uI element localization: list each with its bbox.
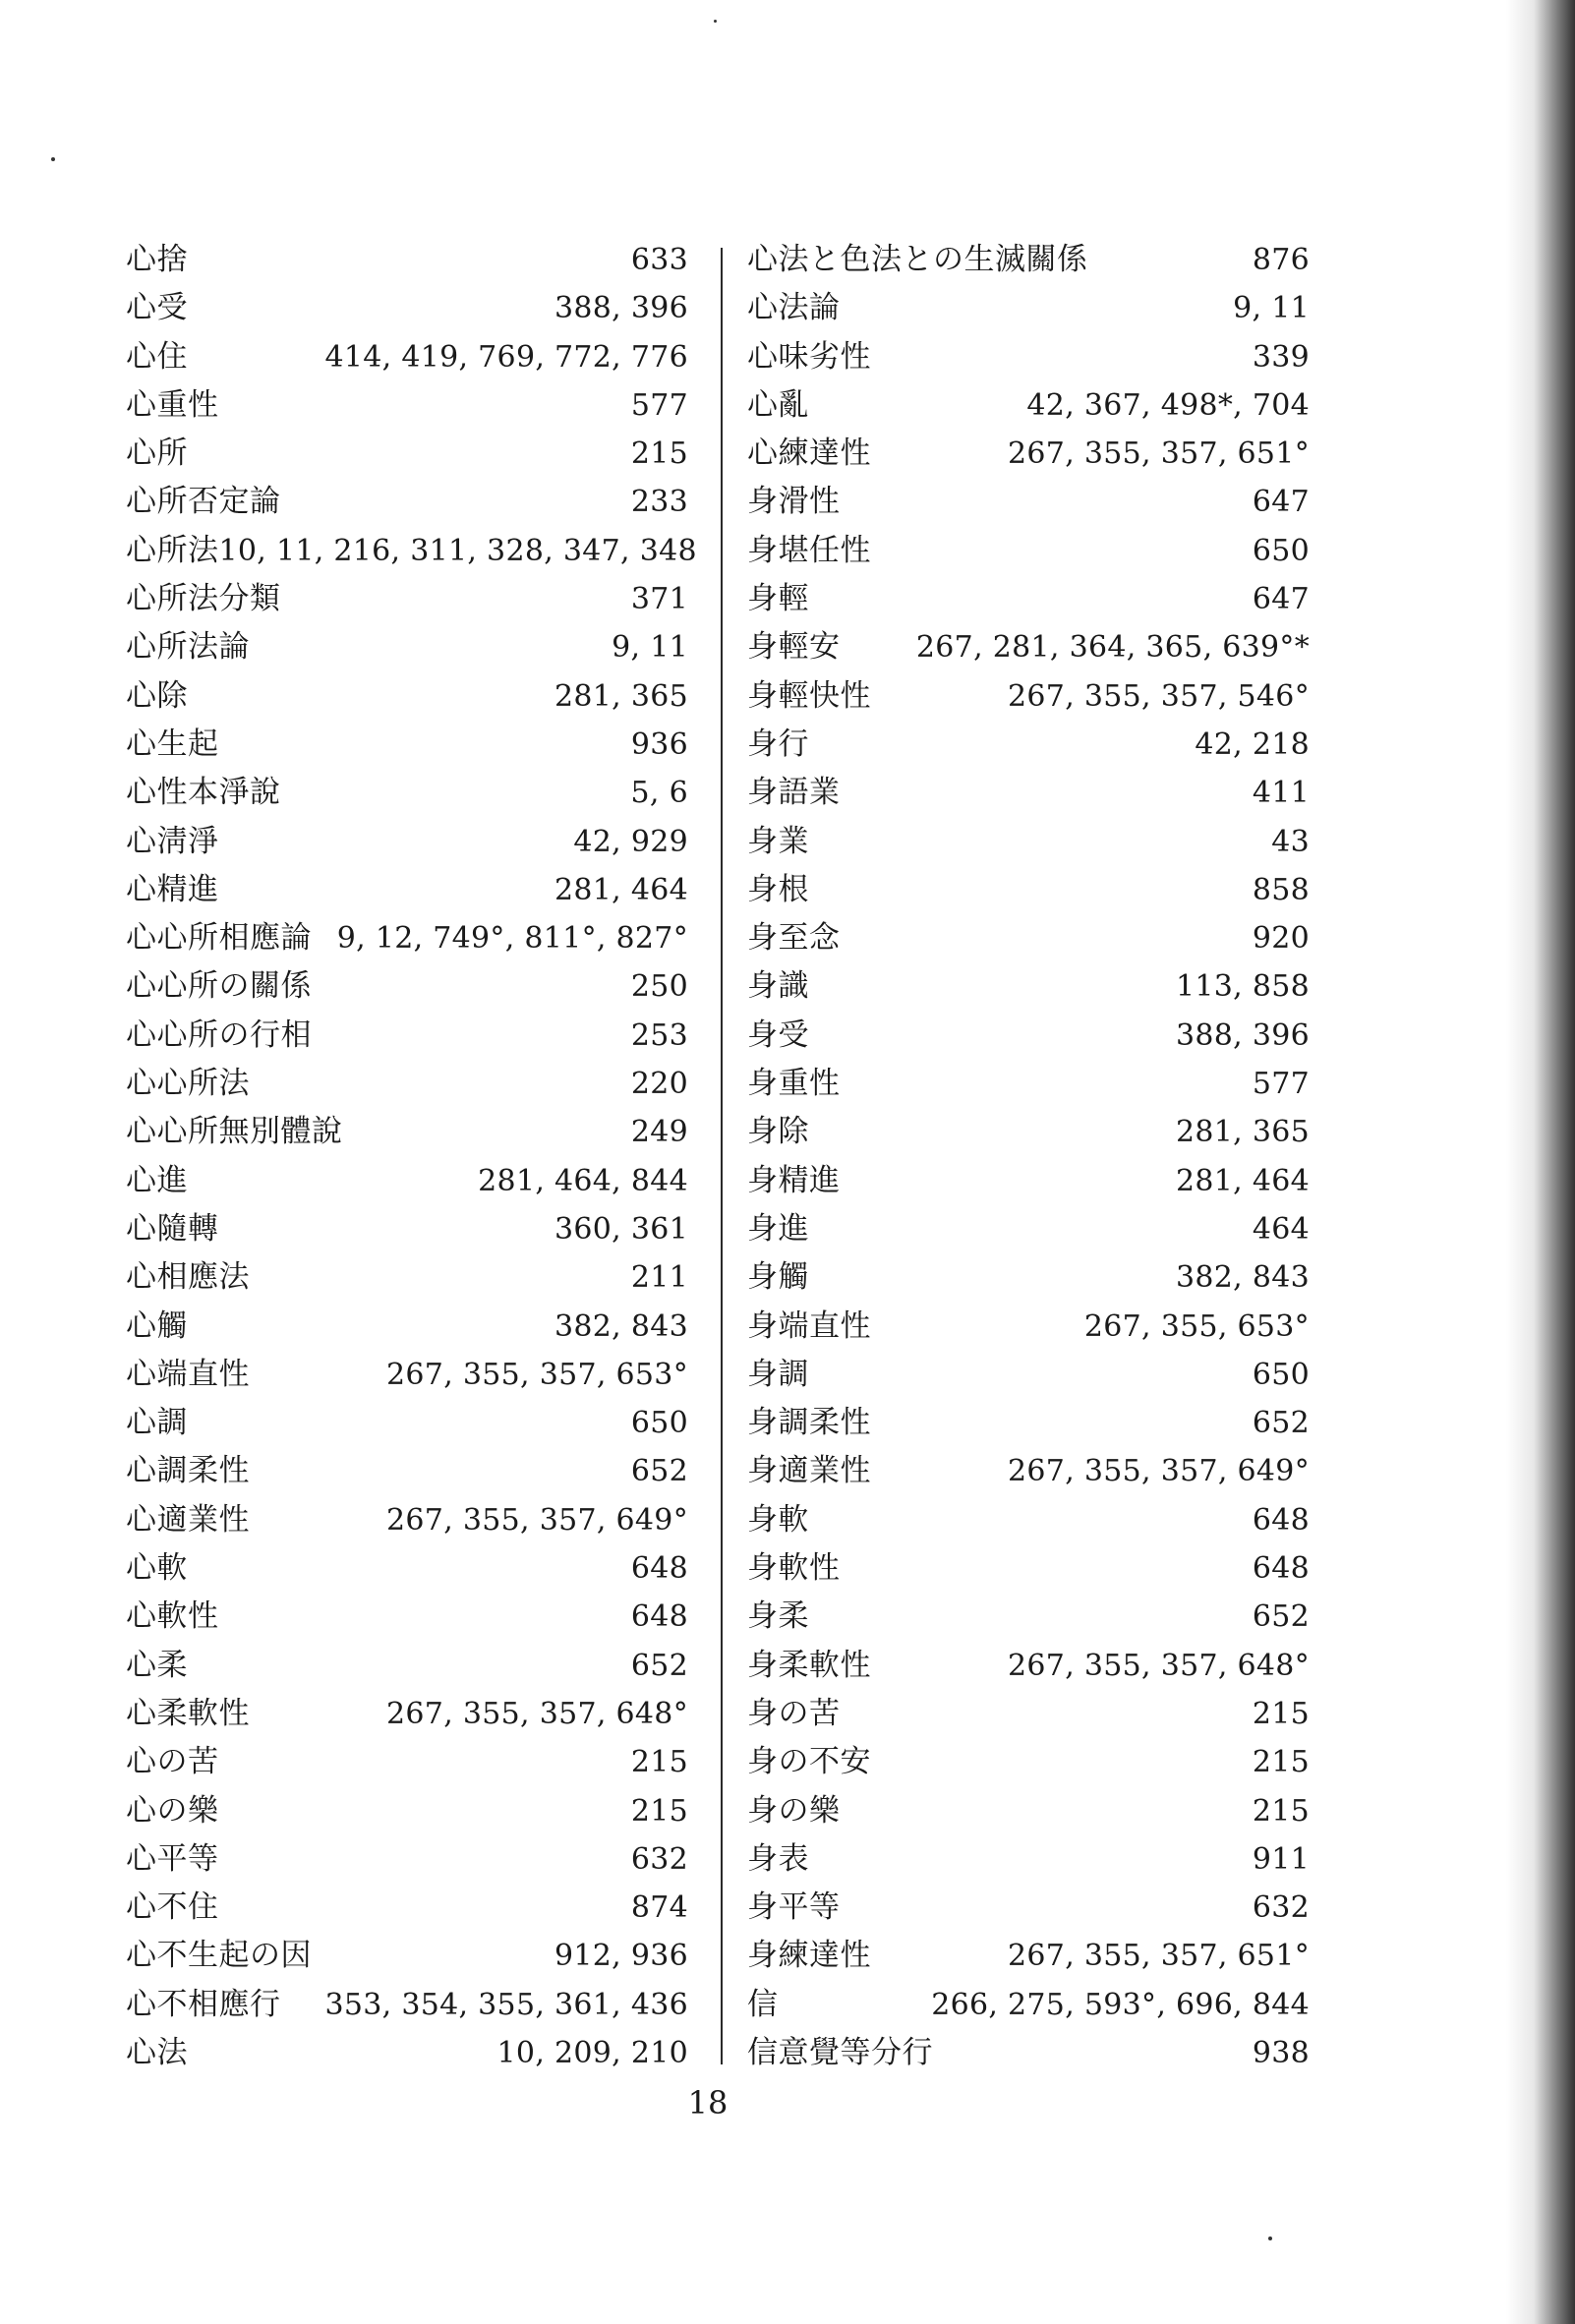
index-page-refs: 382, 843 (554, 1308, 688, 1344)
index-page-refs: 647 (1252, 582, 1310, 617)
index-entry (747, 527, 1310, 575)
index-entry (747, 284, 1310, 332)
index-term: 心の苦 (126, 1744, 219, 1780)
index-entry (126, 1738, 688, 1786)
index-entry (126, 1932, 688, 1980)
index-page-refs: 281, 464, 844 (478, 1163, 688, 1198)
index-term: 信 (747, 1986, 779, 2022)
index-term: 心柔 (126, 1647, 188, 1683)
index-term: 心調 (126, 1405, 188, 1441)
index-entry (747, 1787, 1310, 1835)
index-page-refs: 267, 355, 653° (1083, 1308, 1310, 1344)
index-entry (747, 430, 1310, 478)
index-term: 心所否定論 (126, 484, 281, 520)
index-term: 心軟性 (126, 1598, 219, 1635)
index-entry (747, 236, 1310, 284)
index-term: 心重性 (126, 386, 219, 423)
index-entry (126, 1012, 688, 1060)
index-page-refs: 267, 355, 357, 653° (386, 1357, 688, 1392)
index-page-refs: 652 (630, 1454, 688, 1489)
index-entry (126, 1351, 688, 1399)
index-entry (747, 1012, 1310, 1060)
index-page-refs: 215 (1252, 1745, 1310, 1780)
index-term: 心法と色法との生滅關係 (747, 242, 1088, 277)
index-term: 身柔軟性 (747, 1647, 871, 1683)
index-term: 身端直性 (747, 1307, 871, 1344)
index-term: 心隨轉 (126, 1210, 219, 1247)
index-term: 身滑性 (747, 484, 841, 520)
index-term: 身適業性 (747, 1453, 871, 1489)
index-term: 身除 (747, 1114, 809, 1150)
index-page-refs: 652 (1252, 1599, 1310, 1635)
index-page-refs: 249 (630, 1115, 688, 1150)
right-index-column (747, 236, 1310, 2077)
index-term: 身練達性 (747, 1938, 871, 1974)
index-page-refs: 650 (630, 1406, 688, 1441)
index-term: 心練達性 (747, 436, 871, 472)
index-page-refs: 267, 355, 357, 649° (1008, 1454, 1310, 1489)
index-entry (126, 430, 688, 478)
scanned-page-edge (1506, 0, 1575, 2324)
index-term: 心淸淨 (126, 823, 219, 859)
index-page-refs: 281, 464 (554, 872, 688, 907)
index-entry (747, 1060, 1310, 1108)
index-term: 心生起 (126, 726, 219, 762)
index-term: 心住 (126, 338, 188, 375)
index-term: 身堪任性 (747, 532, 871, 568)
index-page-refs: 10, 11, 216, 311, 328, 347, 348 (218, 533, 697, 568)
index-term: 身行 (747, 726, 809, 762)
index-entry (126, 623, 688, 671)
index-page-refs: 339 (1252, 339, 1310, 375)
index-page-refs: 633 (630, 243, 688, 277)
index-entry (747, 1593, 1310, 1641)
index-page-refs: 650 (1252, 533, 1310, 568)
index-term: 身至念 (747, 920, 841, 957)
index-entry (747, 1496, 1310, 1544)
index-page-refs: 648 (630, 1599, 688, 1635)
index-entry (126, 769, 688, 817)
index-term: 心調柔性 (126, 1453, 250, 1489)
index-page-refs: 266, 275, 593°, 696, 844 (931, 1987, 1310, 2022)
index-term: 身軟性 (747, 1550, 841, 1587)
index-term: 身語業 (747, 775, 841, 811)
index-term: 身觸 (747, 1259, 809, 1296)
index-term: 身重性 (747, 1066, 841, 1102)
index-entry (126, 672, 688, 721)
index-term: 心法 (126, 2034, 188, 2070)
index-page-refs: 360, 361 (554, 1211, 688, 1247)
index-term: 身進 (747, 1210, 809, 1247)
index-entry (126, 1981, 688, 2029)
index-page-refs: 267, 355, 357, 546° (1008, 678, 1310, 714)
index-term: 心心所法 (126, 1066, 250, 1102)
index-entry (126, 866, 688, 914)
index-entry (747, 769, 1310, 817)
index-entry (747, 1205, 1310, 1253)
index-term: 心心所相應論 (126, 920, 312, 957)
index-entry (126, 1060, 688, 1108)
index-entry (126, 1544, 688, 1593)
index-term: 心端直性 (126, 1356, 250, 1392)
index-entry (126, 1787, 688, 1835)
index-page-refs: 9, 11 (1233, 291, 1310, 326)
index-entry (126, 721, 688, 769)
left-index-column (126, 236, 697, 2077)
index-page-refs: 648 (630, 1551, 688, 1587)
index-term: 信意覺等分行 (747, 2034, 933, 2070)
index-page-refs: 411 (1252, 776, 1310, 811)
index-page-refs: 220 (630, 1067, 688, 1102)
index-page-refs: 353, 354, 355, 361, 436 (324, 1987, 688, 2022)
index-page-refs: 912, 936 (554, 1939, 688, 1974)
index-entry (747, 866, 1310, 914)
index-term: 心心所の關係 (126, 968, 312, 1005)
index-term: 身調柔性 (747, 1405, 871, 1441)
index-page-refs: 9, 12, 749°, 811°, 827° (336, 921, 688, 957)
index-entry (126, 1447, 688, 1495)
index-page-refs: 215 (630, 436, 688, 472)
index-page-refs: 215 (630, 1793, 688, 1829)
index-page-refs: 464 (1252, 1211, 1310, 1247)
index-entry (747, 1981, 1310, 2029)
index-entry (126, 962, 688, 1011)
index-term: 心除 (126, 677, 188, 714)
index-page-refs: 936 (630, 726, 688, 762)
index-page-refs: 5, 6 (630, 776, 688, 811)
index-term: 心不相應行 (126, 1986, 281, 2022)
index-page-refs: 42, 218 (1195, 726, 1310, 762)
index-term: 身表 (747, 1840, 809, 1877)
index-entry (126, 818, 688, 866)
index-entry (747, 1253, 1310, 1302)
index-term: 身の苦 (747, 1695, 841, 1731)
index-page-refs: 215 (1252, 1696, 1310, 1731)
index-page-refs: 267, 355, 357, 649° (386, 1502, 688, 1538)
column-divider (721, 248, 723, 2064)
index-entry (126, 575, 688, 623)
index-entry (747, 1399, 1310, 1447)
index-page-refs: 42, 929 (573, 824, 688, 859)
index-page-refs: 577 (1252, 1067, 1310, 1102)
index-page-refs: 647 (1252, 485, 1310, 520)
index-term: 心相應法 (126, 1259, 250, 1296)
index-page-refs: 382, 843 (1176, 1260, 1310, 1296)
index-term: 身輕安 (747, 629, 841, 666)
index-term: 心軟 (126, 1550, 188, 1587)
index-page-refs: 876 (1252, 243, 1310, 277)
index-entry (747, 478, 1310, 526)
index-page-refs: 215 (1252, 1793, 1310, 1829)
index-entry (126, 1108, 688, 1156)
index-entry (747, 1835, 1310, 1884)
index-term: 心精進 (126, 871, 219, 907)
index-page-refs: 10, 209, 210 (496, 2035, 688, 2070)
index-page-refs: 652 (1252, 1406, 1310, 1441)
index-entry (126, 1205, 688, 1253)
index-entry (126, 1593, 688, 1641)
index-entry (126, 1884, 688, 1932)
index-entry (747, 2029, 1310, 2077)
index-page-refs: 253 (630, 1017, 688, 1053)
index-page-refs: 874 (630, 1890, 688, 1926)
index-entry (747, 962, 1310, 1011)
index-term: 身の不安 (747, 1744, 871, 1780)
index-page-refs: 652 (630, 1648, 688, 1683)
index-term: 心不生起の因 (126, 1938, 312, 1974)
index-entry (747, 1447, 1310, 1495)
index-entry (747, 1544, 1310, 1593)
index-entry (747, 914, 1310, 962)
index-entry (126, 1835, 688, 1884)
index-entry (126, 478, 688, 526)
index-page-refs: 911 (1252, 1841, 1310, 1877)
index-page-refs: 632 (1252, 1890, 1310, 1926)
index-page-refs: 414, 419, 769, 772, 776 (324, 339, 688, 375)
index-term: 身業 (747, 823, 809, 859)
index-term: 心心所の行相 (126, 1017, 312, 1053)
index-term: 身精進 (747, 1162, 841, 1198)
index-entry (747, 1884, 1310, 1932)
index-term: 心味劣性 (747, 338, 871, 375)
index-term: 心不住 (126, 1889, 219, 1926)
index-term: 心適業性 (126, 1501, 250, 1538)
index-page-refs: 577 (630, 387, 688, 423)
index-entry (747, 1932, 1310, 1980)
index-term: 身軟 (747, 1501, 809, 1538)
index-entry (126, 284, 688, 332)
index-page-refs: 267, 355, 357, 648° (1008, 1648, 1310, 1683)
index-term: 心所法論 (126, 629, 250, 666)
index-entry (747, 333, 1310, 381)
index-term: 心觸 (126, 1307, 188, 1344)
index-entry (126, 1253, 688, 1302)
index-page-refs: 211 (630, 1260, 688, 1296)
index-entry (126, 2029, 688, 2077)
index-term: 心法論 (747, 290, 841, 326)
index-term: 心受 (126, 290, 188, 326)
index-term: 身識 (747, 968, 809, 1005)
index-page-refs: 42, 367, 498*, 704 (1026, 387, 1310, 423)
index-entry (747, 623, 1310, 671)
index-term: 身平等 (747, 1889, 841, 1926)
index-term: 身輕 (747, 581, 809, 617)
index-term: 身受 (747, 1017, 809, 1053)
index-page-refs: 388, 396 (554, 291, 688, 326)
index-page-refs: 858 (1252, 872, 1310, 907)
index-entry (747, 1108, 1310, 1156)
index-entry (126, 1157, 688, 1205)
index-page-refs: 267, 355, 357, 651° (1008, 436, 1310, 472)
index-term: 心性本淨說 (126, 775, 281, 811)
index-entry (747, 1351, 1310, 1399)
index-term: 身調 (747, 1356, 809, 1392)
index-entry (126, 381, 688, 430)
scan-speck (51, 157, 55, 161)
index-entry (126, 236, 688, 284)
index-page-refs: 233 (630, 485, 688, 520)
index-entry (126, 914, 688, 962)
index-page-refs: 920 (1252, 921, 1310, 957)
index-page-refs: 113, 858 (1176, 969, 1310, 1005)
index-entry (126, 1690, 688, 1738)
index-page-refs: 371 (630, 582, 688, 617)
index-term: 心所法分類 (126, 581, 281, 617)
index-term: 心平等 (126, 1840, 219, 1877)
index-page-refs: 648 (1252, 1551, 1310, 1587)
index-page-refs: 267, 355, 357, 651° (1008, 1939, 1310, 1974)
index-term: 心所 (126, 436, 188, 472)
index-page-refs: 650 (1252, 1357, 1310, 1392)
page-number: 18 (687, 2084, 729, 2121)
index-entry (747, 1738, 1310, 1786)
index-entry (747, 1303, 1310, 1351)
index-entry (126, 333, 688, 381)
index-page-refs: 215 (630, 1745, 688, 1780)
index-term: 身の樂 (747, 1792, 841, 1829)
index-entry (747, 575, 1310, 623)
index-entry (126, 1642, 688, 1690)
index-entry (747, 1642, 1310, 1690)
index-page-refs: 388, 396 (1176, 1017, 1310, 1053)
index-entry (126, 1399, 688, 1447)
index-entry (747, 1690, 1310, 1738)
index-page-refs: 281, 365 (1176, 1115, 1310, 1150)
index-page-refs: 267, 281, 364, 365, 639°* (915, 630, 1310, 666)
index-page-refs: 281, 464 (1176, 1163, 1310, 1198)
index-page-refs: 648 (1252, 1502, 1310, 1538)
scan-speck (1268, 2237, 1272, 2240)
index-entry (747, 1157, 1310, 1205)
index-term: 心亂 (747, 386, 809, 423)
index-term: 身柔 (747, 1598, 809, 1635)
index-term: 心捨 (126, 242, 188, 277)
index-page-refs: 938 (1252, 2035, 1310, 2070)
index-term: 心心所無別體說 (126, 1114, 343, 1150)
index-page-refs: 43 (1271, 824, 1310, 859)
index-term: 身根 (747, 871, 809, 907)
index-term: 心柔軟性 (126, 1695, 250, 1731)
scan-speck (714, 20, 717, 23)
index-page-refs: 632 (630, 1841, 688, 1877)
index-entry (747, 818, 1310, 866)
index-page-refs: 281, 365 (554, 678, 688, 714)
index-page-refs: 267, 355, 357, 648° (386, 1696, 688, 1731)
index-entry (747, 721, 1310, 769)
index-entry (747, 672, 1310, 721)
index-entry (126, 1303, 688, 1351)
index-page-refs: 9, 11 (612, 630, 688, 666)
index-term: 心進 (126, 1162, 188, 1198)
index-entry (126, 527, 697, 575)
index-entry (126, 1496, 688, 1544)
index-term: 心の樂 (126, 1792, 219, 1829)
index-term: 心所法 (126, 532, 219, 568)
index-entry (747, 381, 1310, 430)
index-term: 身輕快性 (747, 677, 871, 714)
index-page-refs: 250 (630, 969, 688, 1005)
